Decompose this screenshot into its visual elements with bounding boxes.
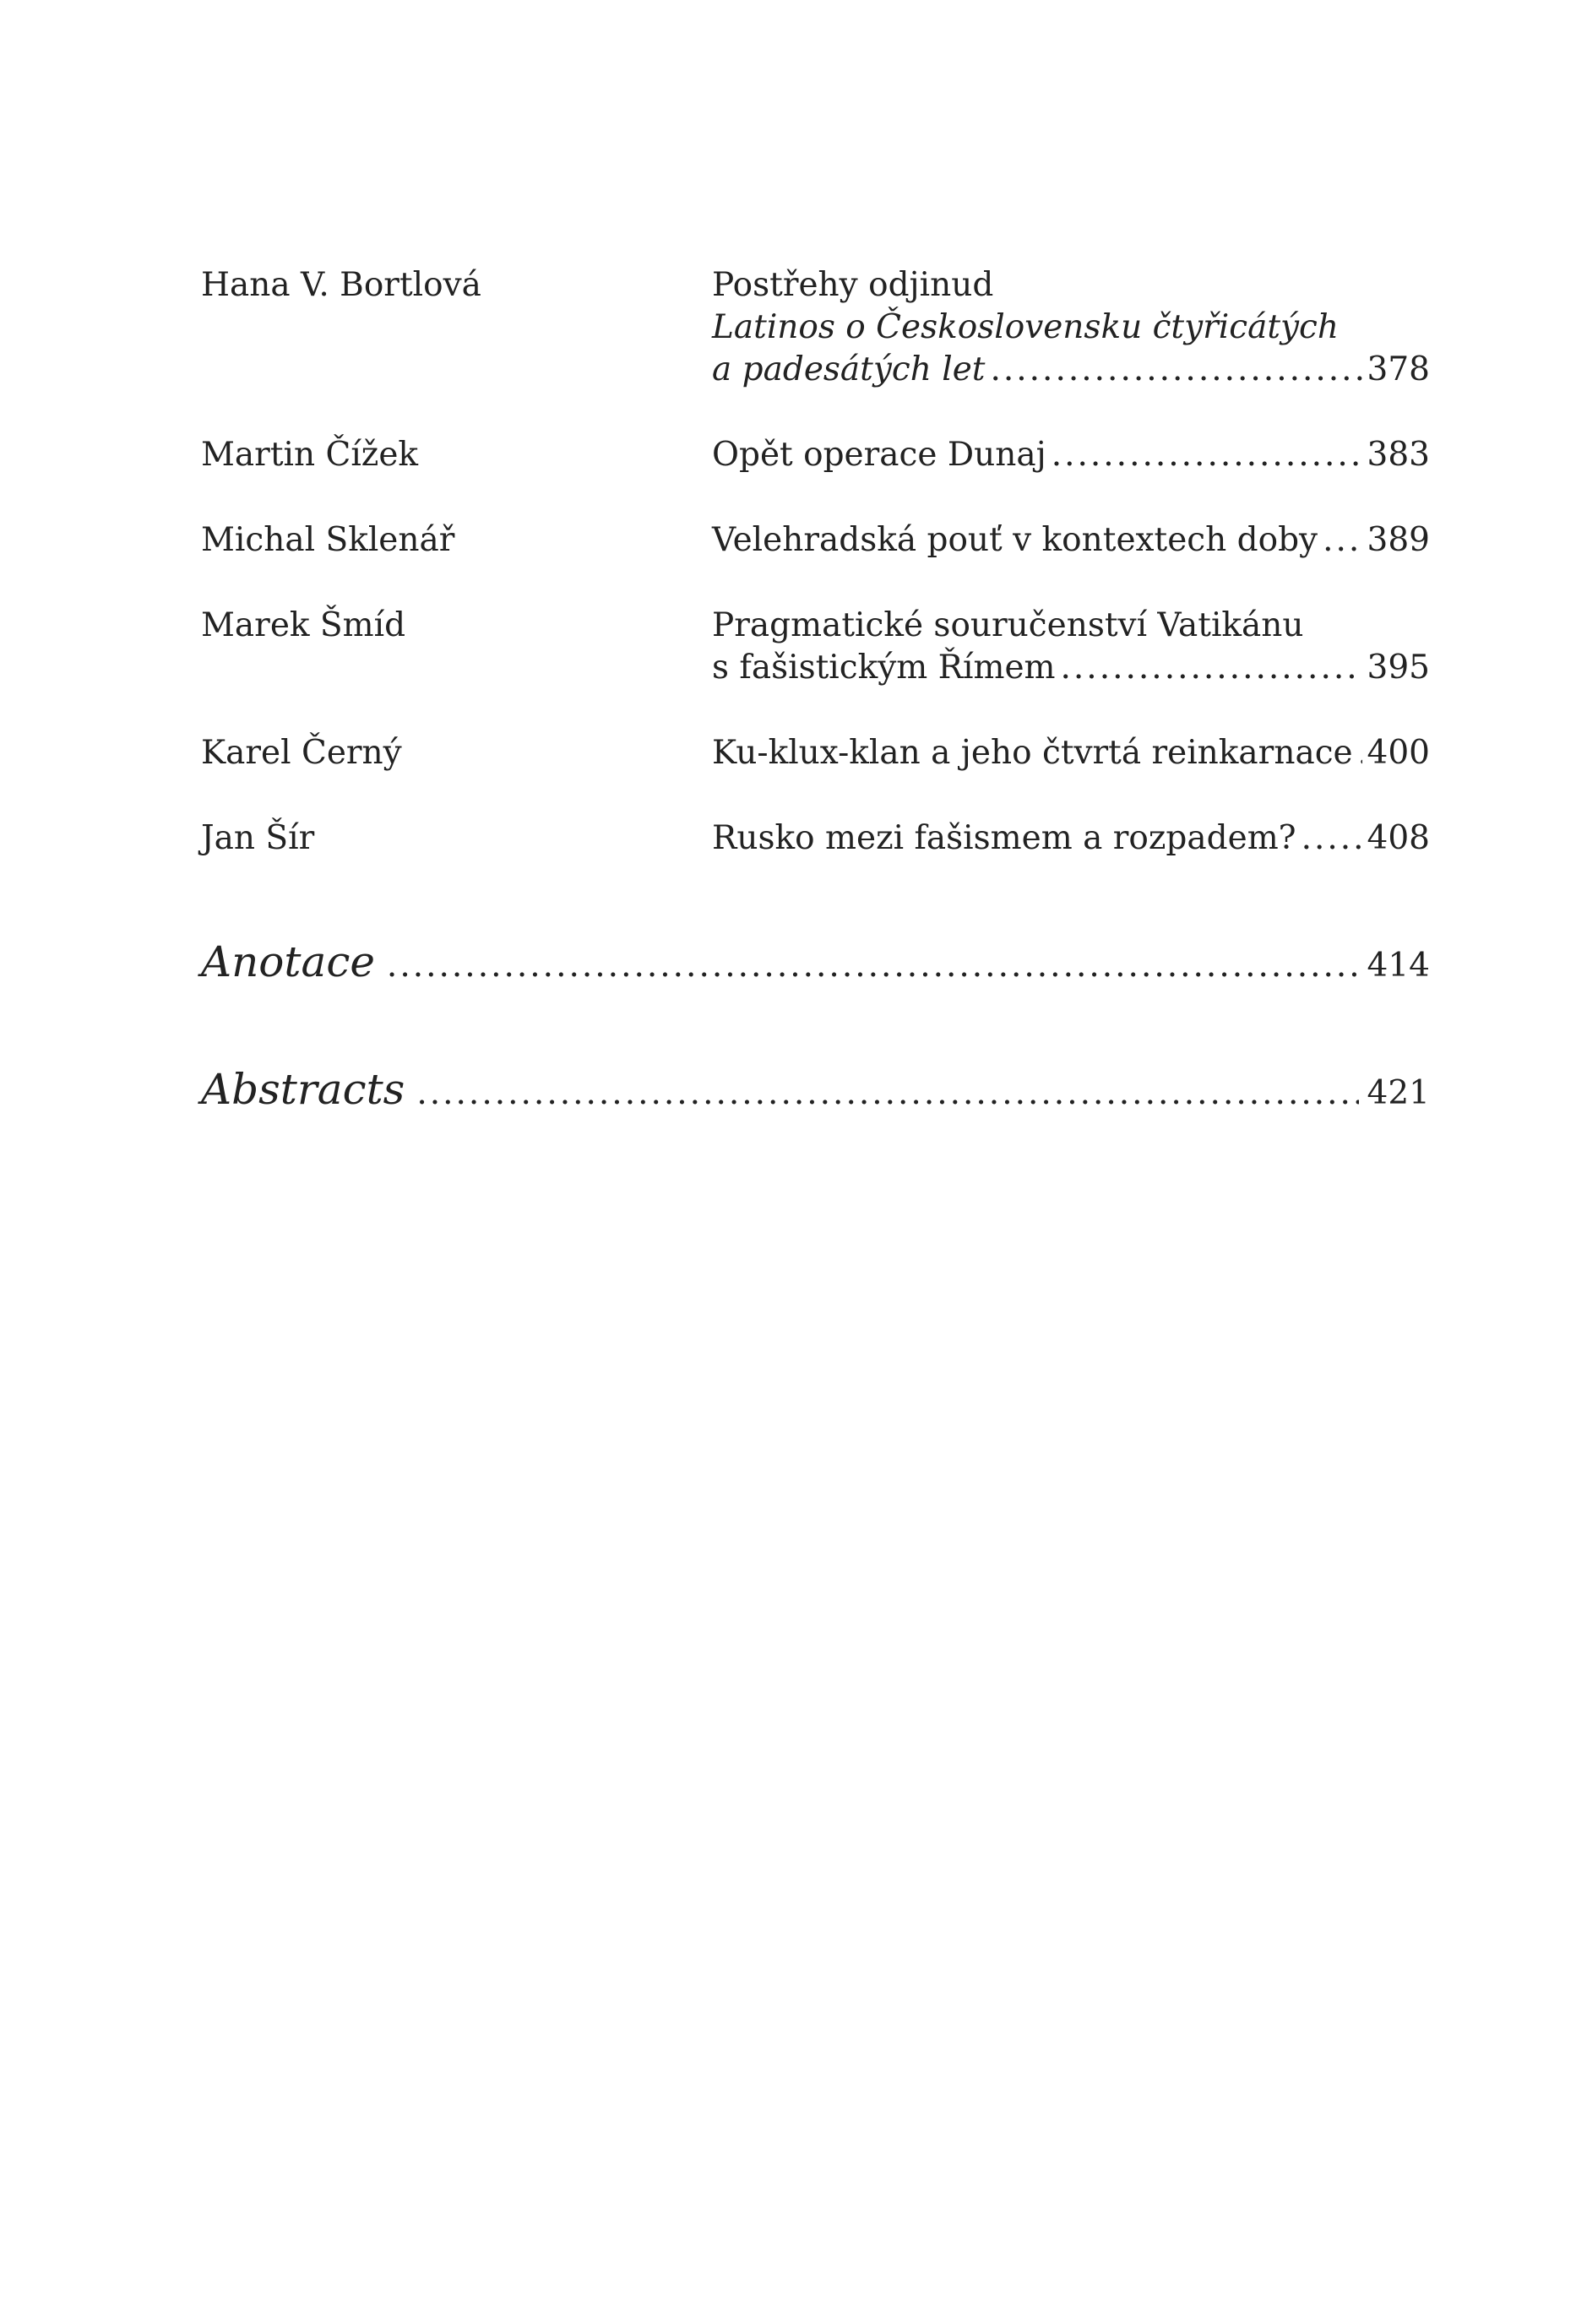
entry-title-line: Postřehy odjinud [712, 266, 994, 304]
entry-title-line: Pragmatické souručenství Vatikánu [712, 606, 1304, 644]
section-title: Abstracts [201, 1065, 405, 1114]
page-number: 421 [1367, 1074, 1430, 1112]
entry-subtitle-line: a padesátých let [712, 350, 986, 388]
dot-leader [1061, 647, 1362, 689]
page-number: 408 [1367, 819, 1430, 857]
dot-leader [990, 349, 1361, 391]
entry-leader-line [712, 817, 1430, 860]
entry-author: Karel Černý [201, 734, 402, 772]
entry-title[interactable] [712, 264, 1430, 391]
entry-leader-line [712, 647, 1430, 689]
dot-leader [1358, 732, 1362, 774]
entry-title-line: Ku-klux-klan a jeho čtvrtá reinkarnace [712, 734, 1353, 772]
entry-title-line: s fašistickým Římem [712, 649, 1056, 687]
section-entry-abstracts[interactable] [201, 1063, 1430, 1116]
dot-leader [1302, 817, 1362, 860]
entry-title-line: Velehradská pouť v kontextech doby [712, 521, 1318, 559]
entry-author: Hana V. Bortlová [201, 266, 481, 304]
page-number: 414 [1367, 947, 1430, 985]
page-number: 400 [1367, 734, 1430, 772]
dot-leader [1323, 519, 1361, 562]
entry-title[interactable] [712, 434, 1430, 476]
entry-title[interactable] [712, 732, 1430, 774]
entry-author: Martin Čížek [201, 436, 419, 474]
entry-author: Jan Šír [201, 819, 315, 857]
page-number: 383 [1367, 436, 1430, 474]
entry-leader-line [712, 349, 1430, 391]
page-number: 395 [1367, 649, 1430, 687]
dot-leader [387, 947, 1359, 985]
section-entry-anotace[interactable] [201, 936, 1430, 988]
page-number: 389 [1367, 521, 1430, 559]
entry-author: Marek Šmíd [201, 606, 406, 644]
entry-author: Michal Sklenář [201, 521, 455, 559]
entry-title-line: Rusko mezi fašismem a rozpadem? [712, 819, 1296, 857]
entry-leader-line [712, 434, 1430, 476]
entry-title[interactable] [712, 817, 1430, 860]
entry-leader-line [712, 519, 1430, 562]
entry-title[interactable] [712, 519, 1430, 562]
entry-subtitle-line: Latinos o Československu čtyřicátých [712, 308, 1340, 346]
page-number: 378 [1367, 350, 1430, 388]
entry-title[interactable] [712, 605, 1430, 689]
entry-title-line: Opět operace Dunaj [712, 436, 1046, 474]
dot-leader [416, 1074, 1358, 1112]
entry-leader-line [712, 732, 1430, 774]
section-title: Anotace [201, 937, 375, 986]
dot-leader [1052, 434, 1362, 476]
